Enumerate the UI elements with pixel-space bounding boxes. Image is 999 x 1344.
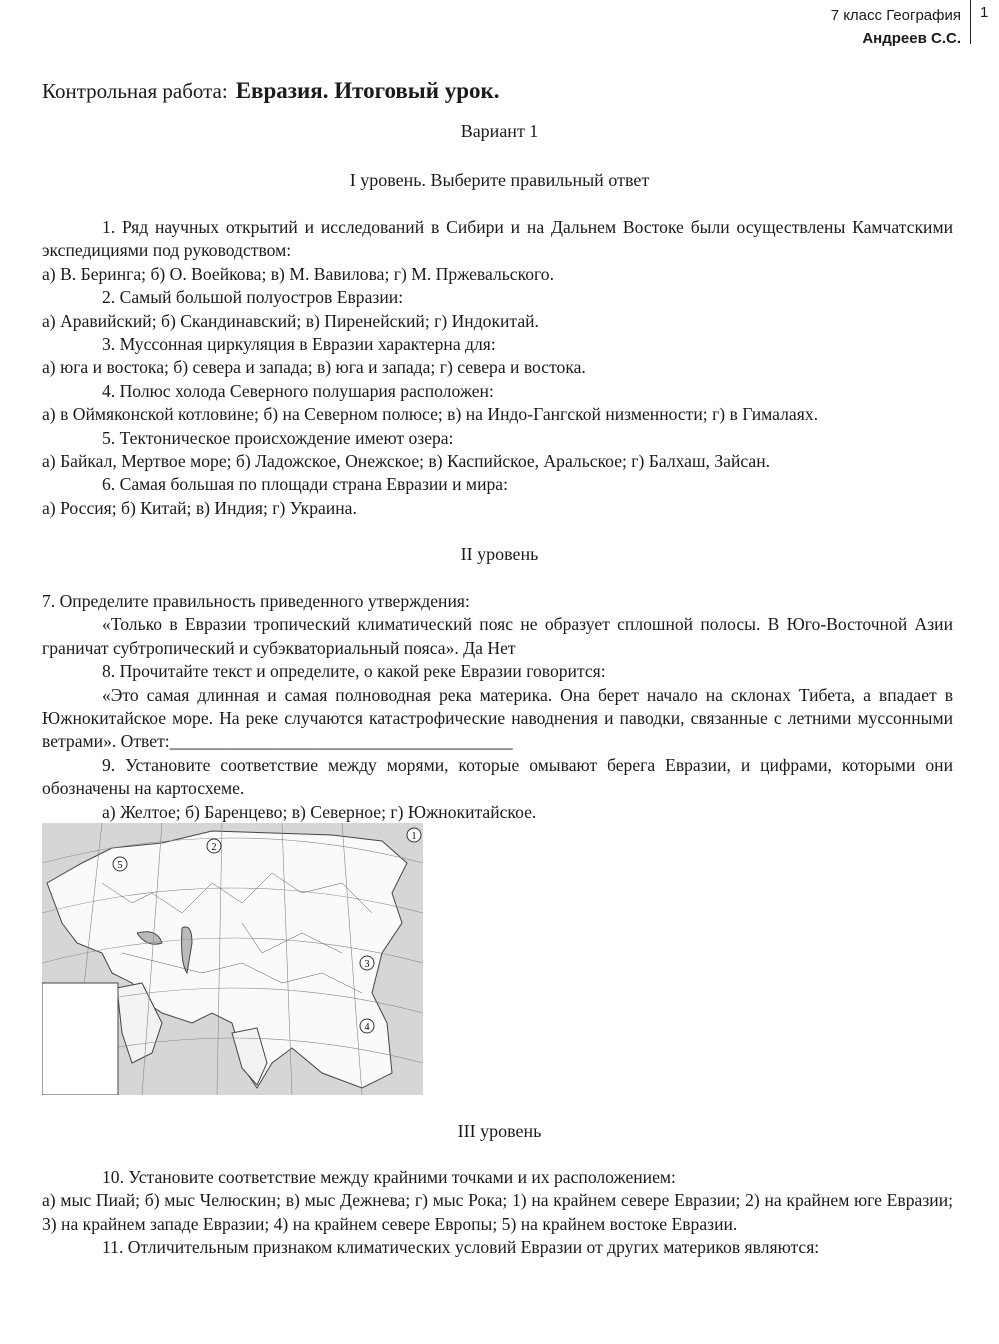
map-label-2: 2 bbox=[211, 842, 217, 853]
question-10: 10. Установите соответствие между крайними точками и их расположением: bbox=[102, 1167, 676, 1187]
page-header bbox=[831, 4, 961, 50]
question-6: 6. Самая большая по площади страна Евразии и мира: bbox=[102, 474, 508, 495]
answers-5: а) Байкал, Мертвое море; б) Ладожское, Онежское; в) Каспийское, Аральское; г) Балхаш, Зайсан. bbox=[42, 451, 771, 472]
map-label-4: 4 bbox=[364, 1022, 370, 1033]
header-divider bbox=[970, 0, 971, 44]
question-4: 4. Полюс холода Северного полушария расположен: bbox=[102, 380, 494, 401]
title-prefix: Контрольная работа: bbox=[42, 79, 228, 103]
page-number: 1 bbox=[980, 4, 989, 21]
document-title bbox=[42, 78, 500, 104]
question-5: 5. Тектоническое происхождение имеют озера: bbox=[102, 427, 454, 448]
title-main: Евразия. Итоговый урок. bbox=[235, 78, 500, 103]
answers-4: а) в Оймяконской котловине; б) на Северном полюсе; в) на Индо-Гангской низменности; г) в Гималаях. bbox=[42, 404, 819, 425]
variant: Вариант 1 bbox=[460, 121, 539, 141]
map-label-1: 1 bbox=[411, 831, 417, 842]
question-1: 1. Ряд научных открытий и исследований в Сибири и на Дальнем Востоке были осуществлены Камчатскими экспедициями под руководством: bbox=[42, 217, 953, 261]
question-8: 8. Прочитайте текст и определите, о какой реке Евразии говорится: bbox=[102, 661, 606, 682]
question-7: 7. Определите правильность приведенного утверждения: bbox=[42, 591, 470, 611]
answers-3: а) юга и востока; б) севера и запада; в) юга и запада; г) севера и востока. bbox=[42, 357, 586, 378]
question-11: 11. Отличительным признаком климатических условий Евразии от других материков являются: bbox=[102, 1237, 820, 1258]
answers-6: а) Россия; б) Китай; в) Индия; г) Украина. bbox=[42, 497, 357, 518]
eurasia-map bbox=[42, 823, 423, 1095]
question-2: 2. Самый большой полуостров Евразии: bbox=[102, 287, 404, 308]
question-7-statement: «Только в Евразии тропический климатический пояс не образует сплошной полосы. В Юго-Восточной Азии граничат субтропический и субэкваториальный пояса». Да Нет bbox=[42, 614, 953, 658]
level1-heading: I уровень. Выберите правильный ответ bbox=[349, 170, 650, 190]
question-10-text: а) мыс Пиай; б) мыс Челюскин; в) мыс Дежнева; г) мыс Рока; 1) на крайнем севере Евразии; 2) на крайнем юге Евразии; 3) на крайнем западе Евразии; 4) на крайнем севере Европы; 5) на крайнем востоке Евразии. bbox=[42, 1190, 953, 1234]
header-author: Андреев С.С. bbox=[862, 30, 961, 47]
level1-questions bbox=[42, 216, 953, 520]
level2-questions bbox=[42, 590, 953, 824]
level3-heading: III уровень bbox=[457, 1121, 542, 1141]
level3-questions bbox=[42, 1166, 953, 1260]
question-8-text: «Это самая длинная и самая полноводная река материка. Она берет начало на склонах Тибета, а впадает в Южнокитайское море. На реке случаются катастрофические наводнения и паводки, связанные с летними муссонными ветрами». Ответ:_______________________________________ bbox=[42, 684, 953, 752]
question-3: 3. Муссонная циркуляция в Евразии характерна для: bbox=[102, 334, 496, 355]
level2-heading: II уровень bbox=[460, 544, 539, 564]
answers-1: а) В. Беринга; б) О. Воейкова; в) М. Вавилова; г) М. Пржевальского. bbox=[42, 263, 554, 284]
question-9-options: а) Желтое; б) Баренцево; в) Северное; г) Южнокитайское. bbox=[102, 801, 537, 822]
header-subject: 7 класс География bbox=[830, 7, 961, 24]
question-9: 9. Установите соответствие между морями, которые омывают берега Евразии, и цифрами, которыми они обозначены на картосхеме. bbox=[42, 754, 953, 799]
map-label-5: 5 bbox=[117, 860, 123, 871]
answers-2: а) Аравийский; б) Скандинавский; в) Пиренейский; г) Индокитай. bbox=[42, 310, 539, 331]
map-label-3: 3 bbox=[364, 959, 370, 970]
